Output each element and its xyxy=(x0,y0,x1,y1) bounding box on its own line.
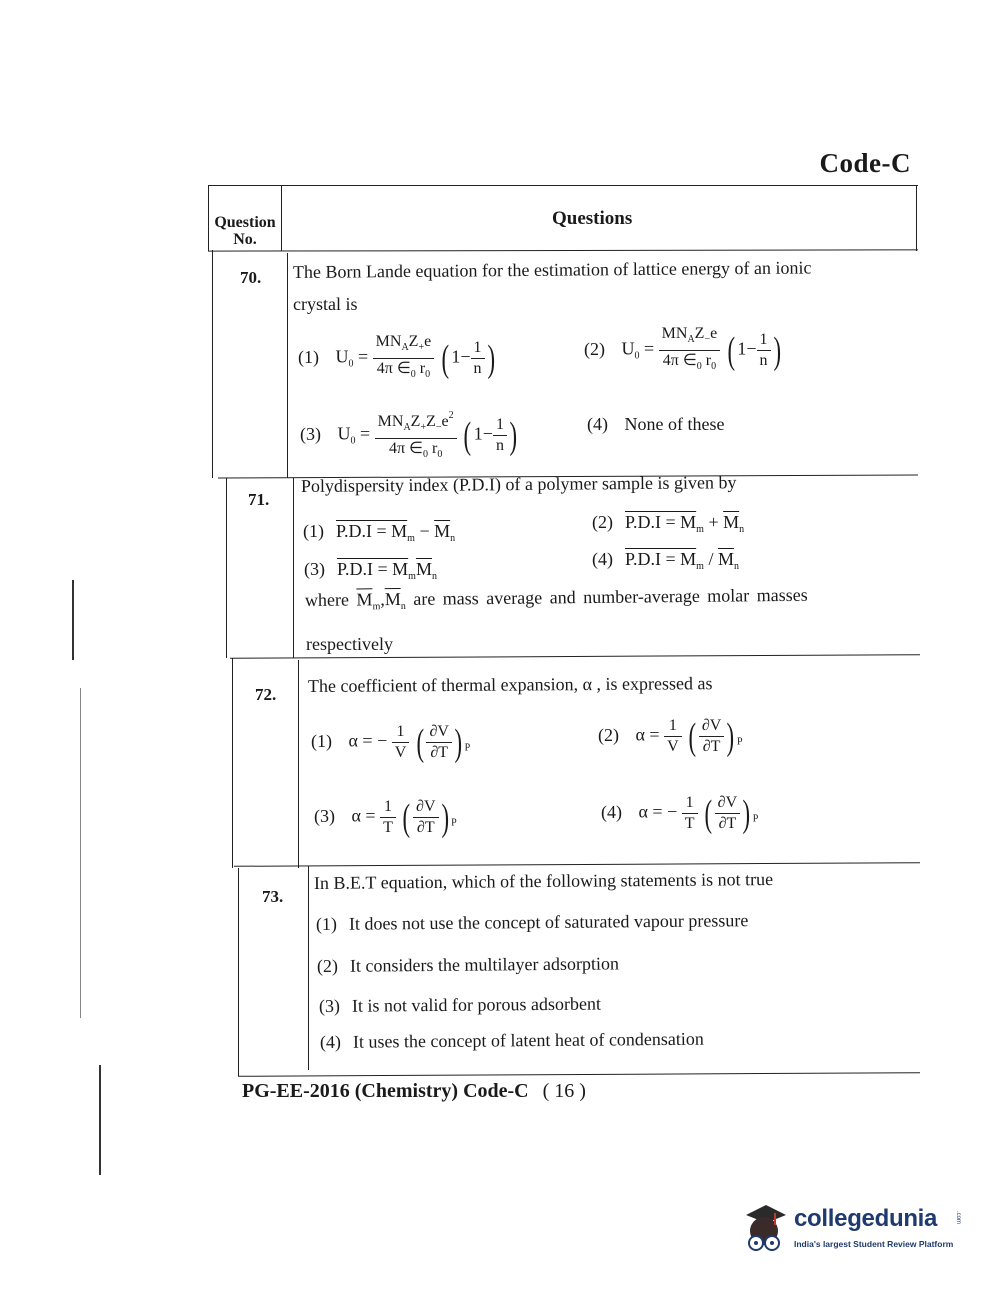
q71-opt1-text: P.D.I = M xyxy=(336,521,408,541)
logo-wordmark: collegedunia xyxy=(794,1205,938,1232)
q70-option-3: (3) $U_0$ = $\frac{MN_AZ_+Z_-e^2}{4\pi \in_0 r_0}$ ( 1− $\frac{1}{n}$ ) xyxy=(300,406,520,465)
footer-page-number: ( 16 ) xyxy=(542,1080,586,1102)
q71-respectively: respectively xyxy=(306,634,393,654)
q72-opt4-fd: T xyxy=(684,815,695,832)
q72-opt4-dv: ∂V xyxy=(715,793,740,814)
q70-opt3-denominator: 4π ∈ xyxy=(388,440,423,457)
q72-opt3-fn: 1 xyxy=(380,797,396,818)
q70-opt3-paren: 1− xyxy=(473,423,493,444)
q73-option-1 xyxy=(316,910,749,935)
col-divider-72 xyxy=(298,660,299,868)
q71-option-3: (3) $P.D.I = M_m\overline{M}_n$ xyxy=(304,559,437,582)
q70-opt4-text: None of these xyxy=(624,414,725,434)
q70-opt3-pfrac-n: 1 xyxy=(493,415,507,436)
q70-option-2: (2) $U_0$ = $\frac{MN_AZ_-e}{4\pi \in_0 r_0}$ ( 1− $\frac{1}{n}$ ) xyxy=(584,324,783,377)
q70-option-4 xyxy=(587,414,724,435)
q73-option-2 xyxy=(317,953,619,977)
q71-where-pre: where xyxy=(304,589,350,610)
question-number-72: 72. xyxy=(255,685,277,704)
q70-opt1-numerator: MN xyxy=(375,333,402,350)
q71-option-2: (2) $P.D.I = M_m + \overline{M}_n$ xyxy=(592,512,745,535)
q70-opt3-num: (3) xyxy=(300,423,321,444)
q71-opt4-num: (4) xyxy=(592,549,613,569)
q73-opt2-text: It considers the multilayer adsorption xyxy=(349,953,620,976)
q70-opt1-sub: 0 xyxy=(348,358,354,370)
q70-opt2-paren: 1− xyxy=(737,338,757,359)
q72-opt1-dt: ∂T xyxy=(430,744,449,761)
question-71-text: Polydispersity index (P.D.I) of a polymer sample is given by xyxy=(300,472,737,496)
q73-opt3-num: (3) xyxy=(318,995,341,1016)
q71-opt2-text: P.D.I = M xyxy=(625,512,697,532)
table-top-border xyxy=(208,185,918,186)
q71-opt2-num: (2) xyxy=(592,512,613,532)
q70-opt3-lhs: U xyxy=(337,423,351,444)
q72-opt1-p: P xyxy=(464,742,471,754)
page-footer xyxy=(242,1080,586,1103)
question-73-text: In B.E.T equation, which of the following statements is not true xyxy=(313,868,774,893)
question-number-70: 70. xyxy=(240,268,262,287)
q72-opt1-fd: V xyxy=(394,744,407,761)
table-bottom-border xyxy=(238,1072,920,1077)
q73-opt3-text: It is not valid for porous adsorbent xyxy=(351,993,602,1016)
q70-opt1-pfrac-n: 1 xyxy=(471,338,485,359)
q71-where-post: are mass average and number-average molar masses xyxy=(413,584,808,609)
q70-opt1-fraction: $\frac{MN_AZ_+e}{4\pi \in_0 r_0}$ xyxy=(373,332,435,385)
q73-option-3 xyxy=(319,994,601,1017)
paper-code: Code-C xyxy=(819,148,911,178)
q70-opt2-fraction: $\frac{MN_AZ_-e}{4\pi \in_0 r_0}$ xyxy=(659,324,721,377)
q73-opt2-num: (2) xyxy=(316,955,339,976)
mascot-icon xyxy=(736,1197,792,1259)
q70-opt3-numerator: MN xyxy=(377,413,404,430)
q72-option-4: (4) α = − $\frac{1}{T}$ ( $\frac{\partial V}{\partial T}$ ) $_P$ xyxy=(601,792,759,835)
header-question-no xyxy=(210,214,280,248)
q72-opt3-lhs: α = xyxy=(351,805,376,826)
q72-opt1-lhs: α = − xyxy=(348,730,388,751)
q73-opt4-text: It uses the concept of latent heat of condensation xyxy=(352,1028,704,1052)
q72-opt4-num: (4) xyxy=(601,801,622,822)
q72-option-3: (3) α = $\frac{1}{T}$ ( $\frac{\partial V}{\partial T}$ ) $_P$ xyxy=(314,796,457,839)
left-border-73 xyxy=(238,868,239,1076)
row-divider-72-73 xyxy=(234,862,920,867)
q72-opt2-lhs: α = xyxy=(635,724,660,745)
header-bottom-border xyxy=(208,249,918,251)
scan-mark xyxy=(72,580,74,660)
q70-opt2-num: (2) xyxy=(584,338,605,359)
header-left-border xyxy=(208,185,209,251)
q72-opt1-fn: 1 xyxy=(392,722,410,743)
left-border-72 xyxy=(232,658,233,868)
q71-option-1: (1) $P.D.I = M_m - \overline{M}_n$ xyxy=(303,521,456,544)
q72-opt2-dt: ∂T xyxy=(702,738,721,755)
left-border-71 xyxy=(226,478,227,658)
q70-opt1-num: (1) xyxy=(298,346,319,367)
question-70-text-line2: crystal is xyxy=(293,294,358,314)
collegedunia-logo xyxy=(736,1197,966,1267)
q70-opt3-pfrac-d: n xyxy=(495,437,504,454)
q70-opt1-pfrac-d: n xyxy=(473,360,482,377)
q70-opt2-pfrac-d: n xyxy=(759,352,768,369)
q73-opt4-num: (4) xyxy=(319,1031,342,1052)
q72-opt3-p: P xyxy=(451,817,457,829)
q72-option-2: (2) α = $\frac{1}{V}$ ( $\frac{\partial V}{\partial T}$ ) $_P$ xyxy=(598,715,743,758)
q70-opt1-lhs: U xyxy=(335,346,349,367)
q70-opt4-num: (4) xyxy=(587,414,608,434)
q72-opt3-num: (3) xyxy=(314,805,335,826)
col-divider-70 xyxy=(287,253,288,478)
q72-opt2-num: (2) xyxy=(598,724,619,745)
q72-opt1-dv: ∂V xyxy=(426,722,451,743)
header-qno-line1: Question xyxy=(214,214,276,231)
q70-opt2-numerator: MN xyxy=(661,325,688,342)
scan-mark xyxy=(99,1065,101,1175)
q70-opt2-lhs: U xyxy=(621,338,635,359)
q70-opt2-denominator: 4π ∈ xyxy=(662,352,697,369)
question-number-71: 71. xyxy=(248,490,270,509)
q70-opt3-sub: 0 xyxy=(350,435,356,447)
q71-opt4-text: P.D.I = M xyxy=(625,549,697,569)
header-questions: Questions xyxy=(552,208,633,229)
header-col-divider xyxy=(281,185,282,251)
q73-opt1-num: (1) xyxy=(315,913,338,934)
header-right-border xyxy=(916,185,917,251)
q70-opt2-pfrac-n: 1 xyxy=(757,330,771,351)
col-divider-73 xyxy=(308,866,309,1070)
question-72-text: The coefficient of thermal expansion, α , is expressed as xyxy=(307,673,713,696)
q71-opt3-num: (3) xyxy=(304,559,325,579)
q72-opt4-lhs: α = − xyxy=(638,801,678,822)
logo-com: .com xyxy=(955,1211,961,1225)
q73-option-4 xyxy=(320,1029,704,1053)
q71-opt3-text: P.D.I = M xyxy=(337,559,409,579)
col-divider-71 xyxy=(293,478,294,658)
q72-opt3-fd: T xyxy=(383,819,393,836)
q72-opt4-p: P xyxy=(752,813,759,825)
q70-opt3-fraction: $\frac{MN_AZ_+Z_-e^2}{4\pi \in_0 r_0}$ xyxy=(375,406,457,465)
q72-opt2-fd: V xyxy=(667,738,679,755)
q72-opt2-fn: 1 xyxy=(664,716,682,737)
q70-opt1-paren: 1− xyxy=(451,346,471,367)
q72-option-1: (1) α = − $\frac{1}{V}$ ( $\frac{\partial V}{\partial T}$ ) $_P$ xyxy=(311,721,471,764)
footer-code: PG-EE-2016 (Chemistry) Code-C xyxy=(242,1080,529,1102)
q73-opt1-text: It does not use the concept of saturated vapour pressure xyxy=(348,910,749,934)
q72-opt4-fn: 1 xyxy=(682,793,698,814)
q70-option-1: (1) $U_0$ = $\frac{MN_AZ_+e}{4\pi \in_0 r_0}$ ( 1− $\frac{1}{n}$ ) xyxy=(298,332,497,385)
logo-tagline: India's largest Student Review Platform xyxy=(794,1239,954,1249)
q72-opt1-num: (1) xyxy=(311,730,332,751)
left-border-70 xyxy=(212,250,213,478)
q71-where-line: where $\overline{M}_m,\overline{M}_n$ are mass average and number-average molar masses xyxy=(304,584,808,613)
q71-opt1-num: (1) xyxy=(303,521,324,541)
question-number-73: 73. xyxy=(262,887,284,906)
q72-opt2-p: P xyxy=(736,736,743,748)
q72-opt2-dv: ∂V xyxy=(699,716,724,737)
q70-opt2-sub: 0 xyxy=(634,350,640,362)
q72-opt3-dt: ∂T xyxy=(416,819,435,836)
question-70-text-line1: The Born Lande equation for the estimation of lattice energy of an ionic xyxy=(292,257,812,282)
scan-mark xyxy=(80,688,81,1018)
q70-opt1-denominator: 4π ∈ xyxy=(376,360,411,377)
header-qno-line2: No. xyxy=(233,231,257,248)
q72-opt3-dv: ∂V xyxy=(413,797,438,818)
q71-option-4: (4) $P.D.I = M_m / \overline{M}_n$ xyxy=(592,549,739,572)
q72-opt4-dt: ∂T xyxy=(718,815,737,832)
